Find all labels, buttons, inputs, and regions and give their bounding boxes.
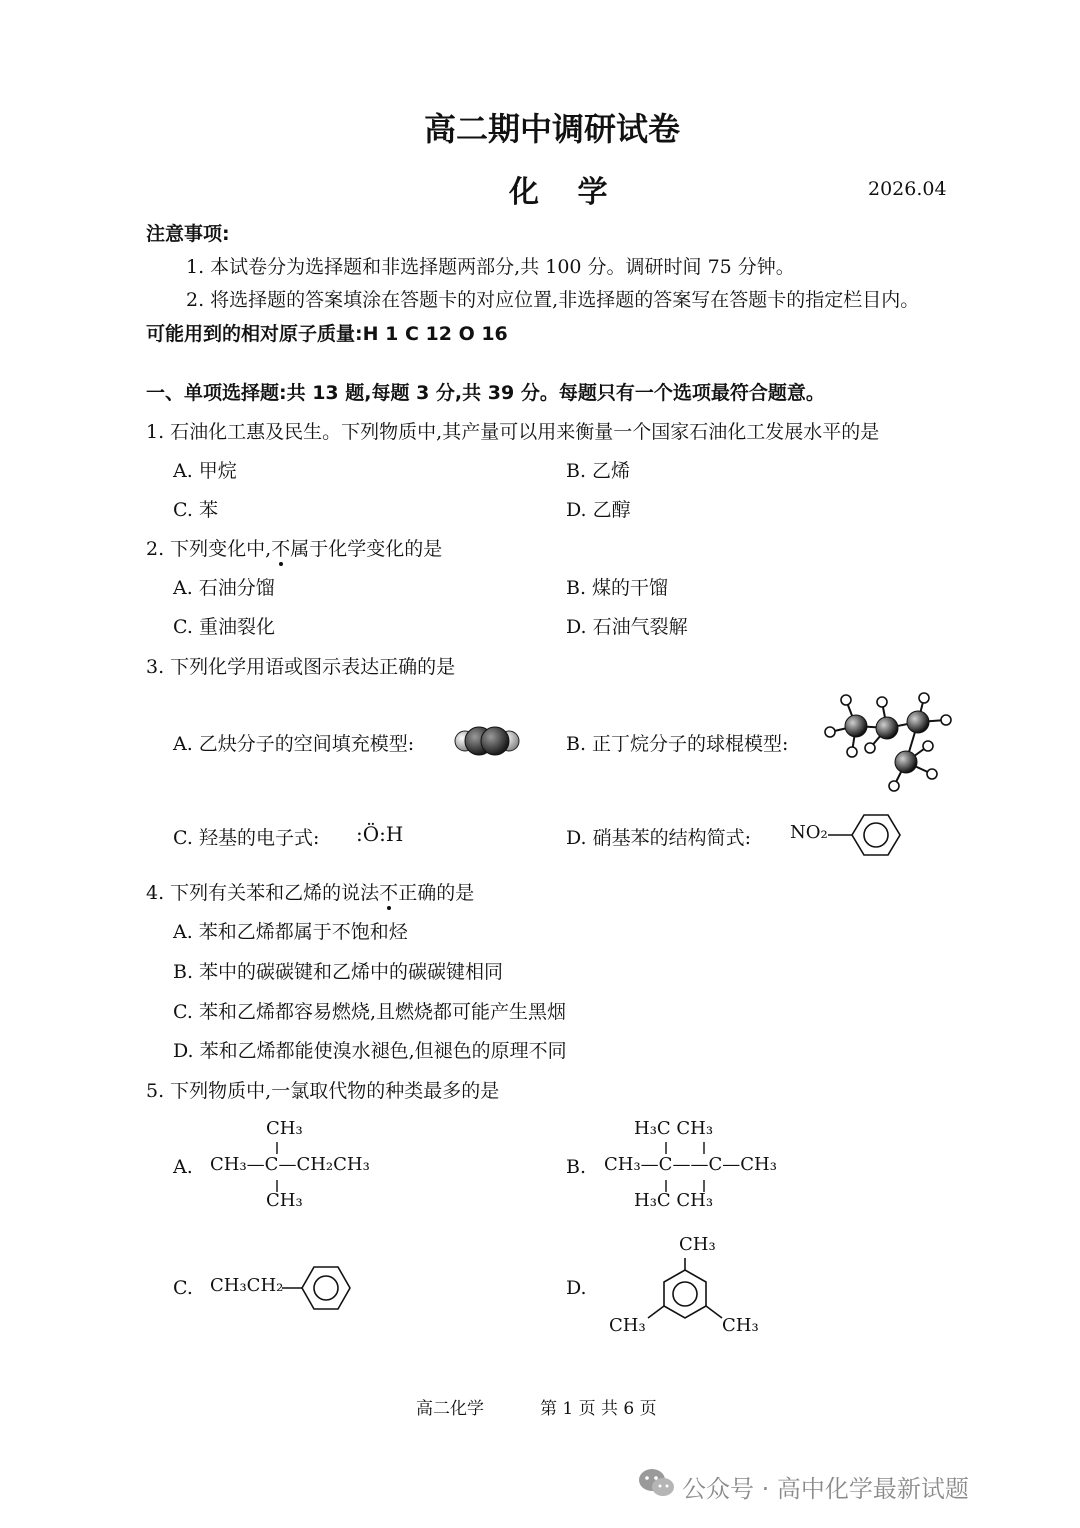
butane-ball-stick-model [822, 688, 954, 796]
q2-stem-pre: 2. 下列变化中, [146, 538, 272, 560]
q3-option-d: D. 硝基苯的结构简式: [566, 827, 752, 849]
q1-stem: 1. 石油化工惠及民生。下列物质中,其产量可以用来衡量一个国家石油化工发展水平的是 [146, 421, 880, 443]
q3-option-c: C. 羟基的电子式: [173, 827, 320, 849]
notes-heading: 注意事项: [146, 223, 230, 245]
q5d-benzene-ring [640, 1256, 730, 1328]
q5-stem: 5. 下列物质中,一氯取代物的种类最多的是 [146, 1080, 500, 1102]
notes-item-1: 1. 本试卷分为选择题和非选择题两部分,共 100 分。调研时间 75 分钟。 [186, 256, 795, 278]
q1-option-a: A. 甲烷 [173, 460, 237, 482]
q2-option-c: C. 重油裂化 [173, 616, 275, 638]
q2-stem-emphasis: 不 [271, 534, 290, 561]
q5a-main-chain: CH₃—C—CH₂CH₃ [210, 1154, 370, 1175]
q3-stem: 3. 下列化学用语或图示表达正确的是 [146, 656, 456, 678]
q2-stem-post: 属于化学变化的是 [290, 538, 443, 560]
exam-title: 高二期中调研试卷 [424, 110, 681, 148]
hydroxyl-electron-formula: :Ö:H [356, 822, 404, 846]
q2-option-a: A. 石油分馏 [173, 577, 275, 599]
q2-stem [146, 534, 442, 561]
footer-subject: 高二化学 [416, 1399, 484, 1419]
q4-stem-pre: 4. 下列有关苯和乙烯的说法 [146, 882, 380, 904]
q5d-top-methyl: CH₃ [679, 1234, 716, 1255]
q4-stem-post: 正确的是 [398, 882, 475, 904]
q3-option-b: B. 正丁烷分子的球棍模型: [566, 733, 789, 755]
q1-option-c: C. 苯 [173, 499, 218, 521]
q4-option-a: A. 苯和乙烯都属于不饱和烃 [173, 921, 408, 943]
atomic-masses: 可能用到的相对原子质量:H 1 C 12 O 16 [146, 323, 508, 345]
q1-option-b: B. 乙烯 [566, 460, 631, 482]
q4-stem-emphasis: 不 [379, 878, 398, 905]
q3-option-a: A. 乙炔分子的空间填充模型: [173, 733, 415, 755]
wechat-icon [637, 1466, 677, 1500]
q4-stem [146, 878, 474, 905]
section-heading: 一、单项选择题:共 13 题,每题 3 分,共 39 分。每题只有一个选项最符合题意。 [146, 382, 825, 404]
q5a-bottom-group: CH₃ [266, 1190, 303, 1211]
exam-date: 2026.04 [868, 178, 947, 200]
q5a-vertical-bonds [268, 1140, 288, 1196]
q5-option-d: D. [566, 1277, 587, 1299]
q5d-right-methyl: CH₃ [722, 1315, 759, 1336]
q2-option-d: D. 石油气裂解 [566, 616, 688, 638]
watermark-text: 公众号 · 高中化学最新试题 [682, 1475, 969, 1503]
acetylene-space-filling-model [453, 723, 521, 759]
q5-option-b: B. [566, 1156, 587, 1178]
q5c-benzene-ring [280, 1262, 358, 1314]
q5b-main-chain: CH₃—C——C—CH₃ [604, 1154, 777, 1175]
q4-option-d: D. 苯和乙烯都能使溴水褪色,但褪色的原理不同 [173, 1040, 567, 1062]
q2-option-b: B. 煤的干馏 [566, 577, 669, 599]
nitrobenzene-no2-label: NO₂ [790, 822, 828, 843]
q4-option-c: C. 苯和乙烯都容易燃烧,且燃烧都可能产生黑烟 [173, 1001, 566, 1023]
q5d-left-methyl: CH₃ [609, 1315, 646, 1336]
footer-page: 第 1 页 共 6 页 [540, 1399, 657, 1419]
q5-option-a: A. [173, 1156, 193, 1178]
q5c-ethyl-group: CH₃CH₂ [210, 1275, 284, 1296]
q5b-top-groups: H₃C CH₃ [634, 1118, 714, 1139]
notes-item-2: 2. 将选择题的答案填涂在答题卡的对应位置,非选择题的答案写在答题卡的指定栏目内。 [186, 289, 920, 311]
q5b-bottom-groups: H₃C CH₃ [634, 1190, 714, 1211]
q4-option-b: B. 苯中的碳碳键和乙烯中的碳碳键相同 [173, 961, 504, 983]
nitrobenzene-ring [826, 810, 906, 860]
q1-option-d: D. 乙醇 [566, 499, 631, 521]
q5-option-c: C. [173, 1277, 193, 1299]
subject-title: 化 学 [509, 175, 622, 210]
q5b-vertical-bonds [656, 1140, 716, 1196]
q5a-top-group: CH₃ [266, 1118, 303, 1139]
